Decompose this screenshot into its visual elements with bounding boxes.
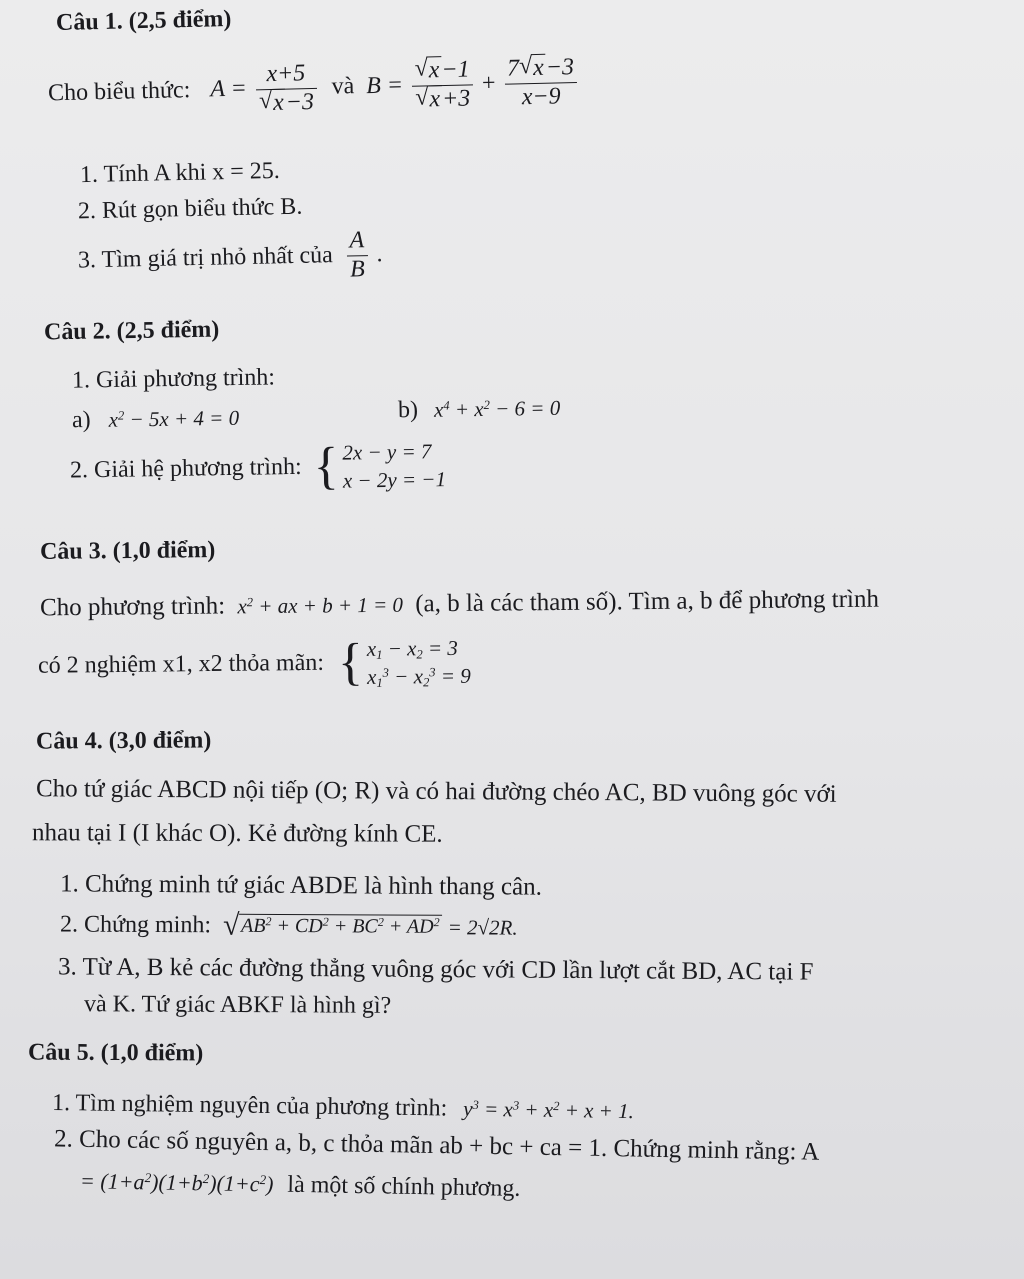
cau4-item2: 2. Chứng minh: (59, 911, 212, 939)
cau3-title: Câu 3. (1,0 điểm) (39, 537, 216, 565)
cau2-a-label: a) (71, 407, 91, 434)
expr-a-lhs: A = (210, 75, 248, 103)
cau1-item3-end: . (376, 241, 383, 268)
cau3-sys-row-2: $x_1^3 - x_2^3 = 9$ (366, 664, 471, 691)
cau5-item2-line2 (80, 1168, 521, 1203)
cau5-item1: 1. Tìm nghiệm nguyên của phương trình: (51, 1089, 448, 1122)
expr-b2-denominator: x−9 (521, 83, 561, 110)
a-over-b-denominator: B (349, 255, 366, 283)
cau2-eq-b-line (398, 395, 561, 425)
cau2-item2: 2. Giải hệ phương trình: (69, 453, 302, 484)
expr-b2-numerator: 7√ x−3 (504, 54, 577, 84)
cau3-sys-row-1: $x_1 - x_2 = 3$ (366, 635, 458, 662)
cau1-item1: 1. Tính A khi x = 25. (79, 157, 281, 189)
plus-sign: + (481, 70, 496, 97)
cau1-item3-line (77, 227, 383, 290)
cau3-line1-prefix: Cho phương trình: (39, 592, 226, 622)
cau1-expression-line (47, 54, 581, 122)
cau4-item1: 1. Chứng minh tứ giác ABDE là hình thang cân. (59, 870, 543, 901)
expr-b1-denominator: √ x+3 (412, 85, 473, 114)
cau5-item2-line1: 2. Cho các số nguyên a, b, c thỏa mãn ab + bc + ca = 1. Chứng minh rằng: A (53, 1125, 820, 1166)
cau3-line2-prefix: có 2 nghiệm x1, x2 thỏa mãn: (37, 649, 325, 679)
cau3-line1 (40, 586, 879, 624)
expr-b-fraction-1 (411, 56, 473, 114)
cau3-line2 (38, 634, 471, 695)
expr-a-fraction (255, 60, 317, 118)
cau5-item1-line (52, 1090, 634, 1126)
cau1-intro: Cho biểu thức: (47, 77, 191, 107)
cau5-product: = $(1+a^2)(1+b^2)(1+c^2)$ (79, 1168, 274, 1197)
cau4-line1: Cho tứ giác ABCD nội tiếp (O; R) và có hai đường chéo AC, BD vuông góc với (35, 775, 837, 808)
cau1-title: Câu 1. (2,5 điểm) (55, 6, 232, 36)
cau1-item2: 2. Rút gọn biểu thức B. (77, 193, 303, 225)
and-word: và (331, 73, 355, 100)
sys-row-2: x − 2y = −1 (342, 467, 447, 494)
cau2-title: Câu 2. (2,5 điểm) (43, 316, 220, 346)
cau4-line2: nhau tại I (I khác O). Kẻ đường kính CE. (31, 819, 443, 848)
cau2-eq-a: $x^2 - 5x + 4 = 0$ (108, 405, 240, 432)
cau5-title: Câu 5. (1,0 điểm) (27, 1039, 204, 1067)
cau4-item2-rhs: = 2√2R. (447, 915, 518, 940)
expr-b1-numerator: √ x−1 (411, 56, 472, 86)
cau1-item3: 3. Tìm giá trị nhỏ nhất của (77, 242, 334, 274)
brace-icon: { (313, 438, 340, 496)
cau2-b-label: b) (397, 396, 419, 424)
cau2-eq-b: $x^4 + x^2 - 6 = 0$ (433, 395, 561, 422)
expr-a-numerator: x+5 (255, 60, 316, 90)
cau4-item3-line1: 3. Từ A, B kẻ các đường thẳng vuông góc với CD lần lượt cắt BD, AC tại F (57, 953, 814, 986)
cau5-equation: $y^3 = x^3 + x^2 + x + 1$. (463, 1096, 634, 1124)
cau2-system (313, 437, 446, 496)
a-over-b-fraction (346, 227, 368, 284)
cau4-item2-line (60, 911, 518, 942)
cau3-line1-suffix: (a, b là các tham số). Tìm a, b để phương trình (415, 585, 880, 618)
expr-a-denominator: √ x−3 (256, 89, 317, 118)
cau2-eq-a-line (72, 405, 240, 435)
sys-row-1: 2x − y = 7 (342, 439, 432, 465)
cau3-system (338, 634, 471, 692)
cau4-item3-line2: và K. Tứ giác ABKF là hình gì? (83, 991, 392, 1019)
cau2-item1: 1. Giải phương trình: (71, 364, 276, 394)
cau4-radical (223, 915, 442, 939)
a-over-b-numerator: A (346, 227, 367, 256)
cau2-item2-line (70, 437, 447, 500)
expr-b-fraction-2 (504, 54, 578, 112)
cau4-radicand: $AB^2 + CD^2 + BC^2 + AD^2$ (239, 914, 442, 938)
brace-icon: { (337, 634, 364, 692)
cau4-title: Câu 4. (3,0 điểm) (35, 727, 212, 755)
cau3-equation: $x^2$ + ax + b + 1 = 0 (237, 592, 404, 619)
expr-b-lhs: B = (365, 72, 404, 100)
cau5-item2-suffix: là một số chính phương. (287, 1171, 521, 1202)
